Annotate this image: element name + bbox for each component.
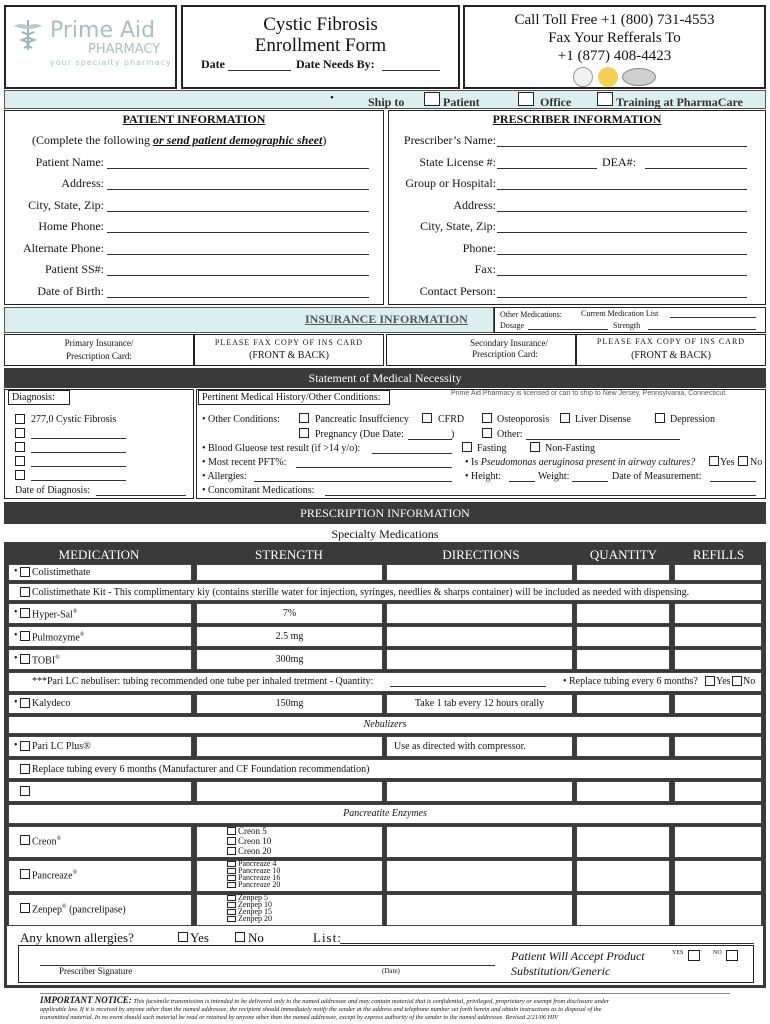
dx5-checkbox[interactable] [15,470,25,480]
creon-checkbox[interactable] [20,835,30,845]
date-needs-field[interactable] [382,70,440,71]
date-needs-label: Date Needs By: [296,57,375,71]
patient-ss-field[interactable] [107,275,369,276]
pari-refill-cell[interactable] [674,736,762,757]
pari-qty-cell[interactable] [576,736,670,757]
hypersal-checkbox[interactable] [20,608,30,618]
prescriber-fax-field[interactable] [497,275,747,276]
secondary-fax-note2: (FRONT & BACK) [631,350,711,361]
cf-checkbox[interactable] [15,414,25,424]
kalydeco-refill-cell[interactable] [674,694,762,714]
seal-icon [573,67,593,87]
pregnancy-field[interactable] [408,439,452,440]
allergies-yes-label: Yes [190,930,209,945]
zenpep-checkbox[interactable] [20,903,30,913]
depression-label: Depression [670,414,715,425]
pancreatic-checkbox[interactable] [299,413,309,423]
dx3-checkbox[interactable] [15,442,25,452]
strength-field[interactable] [648,329,756,330]
colisti-label: Colistimethate [32,567,91,578]
kalydeco-label: Kalydeco [32,698,71,709]
group-field[interactable] [497,189,747,190]
gold-seal-icon [598,67,618,87]
zenpep-dir-cell[interactable] [386,894,573,926]
other-meds-label: Other Medications: [500,310,562,319]
diagnosis-label: Diagnosis: [12,392,55,403]
concomitant-label: • Concomitant Medications: [202,485,315,496]
accept-yes-checkbox[interactable] [688,950,700,961]
patient-name-field[interactable] [107,168,369,169]
other-cond-label: • Other Conditions: [202,414,280,425]
pseudo-no-checkbox[interactable] [738,456,748,466]
other-field[interactable] [526,439,680,440]
allergies-field[interactable] [254,481,452,482]
pseudo-yes-checkbox[interactable] [709,456,719,466]
kalydeco-checkbox[interactable] [20,698,30,708]
pari-strength-cell[interactable] [196,736,383,757]
blank-dir-cell[interactable] [386,781,573,802]
pari-label: Pari LC Plus® [32,741,91,752]
patient-home-field[interactable] [107,232,369,233]
prescriber-city-field[interactable] [497,232,747,233]
license-label: State License #: [419,155,496,169]
licensed-note: Prime Aid Pharmacy is licensed or can to ship to New Jersey, Pennsylvania, Connecticut. [451,390,728,397]
pancreaze4-checkbox[interactable] [227,861,236,867]
prescriber-address-label: Address: [453,198,496,212]
ship-patient-label: Patient [443,95,480,109]
colisti-qty-cell[interactable] [576,564,670,581]
colisti-refill-cell[interactable] [674,564,762,581]
accept-yes-label: YES [672,950,684,956]
allergies-no-checkbox[interactable] [235,932,245,942]
prescriber-address-field[interactable] [497,211,747,212]
pancreaze10-checkbox[interactable] [227,868,236,874]
hypersal-label: Hyper-Sal® [32,609,78,621]
glucose-field[interactable] [372,453,452,454]
prescriber-fax-label: Fax: [474,262,496,276]
zenpep15-checkbox[interactable] [227,909,236,915]
logo-brand: Prime Aid [50,18,156,43]
form-title-line2: Enrollment Form [254,35,387,56]
tobi-refill-cell[interactable] [674,649,762,670]
blank-med-cell [8,781,192,802]
pancreaze-label: Pancreaze® [32,870,78,882]
zenpep10-checkbox[interactable] [227,902,236,908]
current-list-field[interactable] [670,317,756,318]
patient-address-field[interactable] [107,189,369,190]
creon20-checkbox[interactable] [227,847,236,855]
creon-dir-cell[interactable] [386,826,573,858]
pft-field[interactable] [296,467,452,468]
badge-icon [622,68,656,86]
pari-bullet: • [14,740,18,751]
date-label: Date [201,57,225,71]
accept-label2: Substitution/Generic [511,964,611,978]
accept-label1: Patient Will Accept Product [511,949,645,963]
zenpep5-label: Zenpep 5 [238,893,268,902]
patient-city-label: City, State, Zip: [28,198,104,212]
primary-fax-note2: (FRONT & BACK) [249,350,329,361]
pulmozyme-bullet: • [14,630,18,641]
ship-training-checkbox[interactable] [597,92,613,106]
measure-label: Date of Measurement: [612,471,702,482]
liver-label: Liver Disense [575,414,631,425]
allergies-no-label: No [248,930,264,945]
tobi-bullet: • [14,653,18,664]
col-quantity: QUANTITY [589,547,658,562]
dea-field[interactable] [645,168,747,169]
pulmozyme-dir-cell[interactable] [386,626,573,647]
dx5-field[interactable] [31,480,126,481]
primary-ins-label1: Primary Insurance/ [64,338,134,348]
replace-yes-checkbox[interactable] [705,676,715,686]
cf-label: 277,0 Cystic Fibrosis [31,414,117,425]
patient-dob-field[interactable] [107,297,369,298]
date-dx-field[interactable] [96,495,186,496]
osteo-checkbox[interactable] [482,413,492,423]
pari-directions: Use as directed with compressor. [394,741,526,752]
zenpep20-label: Zenpep 20 [238,914,272,923]
zenpep-strength-cell [196,894,383,926]
replace-no-label: No [743,676,756,687]
pulmozyme-strength: 2.5 mg [275,631,304,642]
pulmozyme-checkbox[interactable] [20,631,30,641]
ship-training-label: Training at PharmaCare [616,95,743,109]
prescriber-phone-field[interactable] [497,254,747,255]
blank-checkbox[interactable] [20,786,30,796]
zenpep10-label: Zenpep 10 [238,900,272,909]
hypersal-bullet: • [14,607,18,618]
zenpep-label: Zenpep® (pancrelipase) [32,904,126,916]
signature-label: Prescriber Signature [59,966,133,976]
date-dx-label: Date of Diagnosis: [15,485,90,496]
nonfasting-label: Non-Fasting [545,443,595,454]
tobi-qty-cell[interactable] [576,649,670,670]
patient-alt-label: Alternate Phone: [23,241,104,255]
group-label: Group or Hospital: [405,176,496,190]
pancreaze-qty-cell[interactable] [576,860,670,892]
zenpep-qty-cell[interactable] [576,894,670,926]
ship-office-checkbox[interactable] [518,92,534,106]
other-label: Other: [497,429,523,440]
primary-ins-label2: Prescription Card: [66,351,132,361]
creon20-label: Creon 20 [238,846,272,856]
pancreaze-checkbox[interactable] [20,869,30,879]
zenpep20-checkbox[interactable] [227,916,236,922]
secondary-fax-note1: PLEASE FAX COPY OF INS CARD [596,337,746,346]
fasting-label: Fasting [477,443,507,454]
kalydeco-bullet: • [14,697,18,708]
blank-qty-cell[interactable] [576,781,670,802]
patient-address-label: Address: [61,176,104,190]
dx3-field[interactable] [31,452,126,453]
colisti-checkbox[interactable] [20,567,30,577]
insurance-heading: INSURANCE INFORMATION [305,312,468,326]
ship-patient-checkbox[interactable] [424,92,440,106]
kit-label: Colistimethate Kit - This complimentary kiy (contains sterille water for injection, syringes, needlies & sharps container) will be included as needed with dispensing. [32,587,690,598]
bullet: • [330,92,334,104]
patient-alt-field[interactable] [107,254,369,255]
col-medication: MEDICATION [58,547,140,562]
pancreatic-label: Pancreatic Insuffciency [315,414,409,425]
form-title-line1: Cystic Fibrosis [263,14,378,35]
zenpep15-label: Zenpep 15 [238,907,272,916]
creon-refill-cell[interactable] [674,826,762,858]
dx2-checkbox[interactable] [15,428,25,438]
necessity-heading: Statement of Medical Necessity [308,371,462,385]
tobi-dir-cell[interactable] [386,649,573,670]
hypersal-strength: 7% [282,608,297,619]
patient-note: (Complete the following or send patient demographic sheet) [32,133,327,147]
dx2-field[interactable] [31,438,126,439]
prescriber-name-label: Prescriber’s Name: [403,133,496,147]
allergies-yes-checkbox[interactable] [178,932,188,942]
col-refills: REFILLS [692,547,745,562]
zenpep-refill-cell[interactable] [674,894,762,926]
kalydeco-qty-cell[interactable] [576,694,670,714]
prescription-heading: PRESCRIPTION INFORMATION [300,506,470,520]
osteo-label: Osteoporosis [497,414,550,425]
pseudo-label: • Is Pseudomonas aeruginosa present in airway cultures? [465,457,696,468]
dx4-field[interactable] [31,466,126,467]
replace-q-label: • Replace tubing every 6 months? [563,676,698,687]
pancreaze4-label: Pancreaze 4 [238,859,277,868]
fax-label: Fax Your Refferals To [548,30,681,46]
prescriber-phone-label: Phone: [462,241,496,255]
license-field[interactable] [497,168,597,169]
weight-label: Weight: [538,471,570,482]
creon-strength-cell [196,826,383,858]
pulmozyme-refill-cell[interactable] [674,626,762,647]
height-label: • Height: [465,471,502,482]
enzymes-heading: Pancreatite Enzymes [343,808,427,819]
phone-text: Call Toll Free +1 (800) 731-4553 [514,12,715,28]
col-strength: STRENGTH [255,547,323,562]
colisti-dir-cell[interactable] [386,564,573,581]
tobi-label: TOBI® [32,655,60,667]
pancreaze-refill-cell[interactable] [674,860,762,892]
kalydeco-directions: Take 1 tab every 12 hours orally [414,698,545,709]
hypersal-refill-cell[interactable] [674,603,762,624]
hypersal-qty-cell[interactable] [576,603,670,624]
creon10-label: Creon 10 [238,836,272,846]
pulmozyme-label: Pulmozyme® [32,632,85,644]
ship-to-label: Ship to [368,95,405,109]
replace-yes-label: Yes [716,676,731,687]
pseudo-yes-label: Yes [720,457,735,468]
prescriber-city-label: City, State, Zip: [420,219,496,233]
notice-line2: applicable law. If it is received by anyone other than the named addressee, the recipient should immediately notify the sender at the address and telephone number set forth herein and obtain instructions as to disposal of the [40,1006,602,1013]
contact-person-label: Contact Person: [419,284,496,298]
fax-number: +1 (877) 408-4423 [557,48,672,64]
ship-office-label: Office [540,95,572,109]
prescriber-heading: PRESCRIBER INFORMATION [492,112,662,126]
patient-city-field[interactable] [107,211,369,212]
prescriber-name-field[interactable] [497,146,747,147]
pancreaze-strength-cell [196,860,383,892]
creon10-checkbox[interactable] [227,837,236,845]
date-field[interactable] [228,70,291,71]
pari-checkbox[interactable] [20,741,30,751]
accept-no-checkbox[interactable] [726,950,738,961]
caduceus-icon [10,18,46,52]
depression-checkbox[interactable] [655,413,665,423]
pft-label: • Most recent PFT%: [202,457,287,468]
contact-person-field[interactable] [497,297,747,298]
creon5-checkbox[interactable] [227,827,236,835]
pregnancy-close: ) [451,429,455,440]
dosage-label: Dosage [500,321,524,330]
primary-fax-note1: PLEASE FAX COPY OF INS CARD [214,338,364,347]
colisti-strength-cell[interactable] [196,564,383,581]
pancreaze20-checkbox[interactable] [227,882,236,888]
kalydeco-strength: 150mg [275,698,304,709]
replace-no-checkbox[interactable] [732,676,742,686]
creon-label: Creon® [32,836,62,848]
notice-line3: transmitted material. In no event should such material be read or retained by anyone other than the named addressee, except by express authority of the sender to the named addressee. Revised 2/21/06 HIV [40,1014,559,1021]
allergies-label: • Allergies: [202,471,247,482]
strength-label: Strength [613,321,641,330]
pancreaze16-label: Pancreaze 16 [238,873,281,882]
current-list-label: Current Medication List [581,309,659,318]
pancreaze-dir-cell[interactable] [386,860,573,892]
colisti-bullet: • [14,566,18,577]
glucose-label: • Blood Glueose test result (if >14 y/o): [202,443,361,454]
replace-row-label: Replace tubing every 6 months (Manufacturer and CF Foundation recommendation) [32,764,370,775]
patient-home-label: Home Phone: [38,219,104,233]
pancreaze16-checkbox[interactable] [227,875,236,881]
pari-quantity-field[interactable] [390,686,546,687]
blank-refill-cell[interactable] [674,781,762,802]
pancreaze10-label: Pancreaze 10 [238,866,281,875]
dosage-field[interactable] [528,329,608,330]
pulmozyme-qty-cell[interactable] [576,626,670,647]
pregnancy-label: Pregnancy (Due Date: [315,429,404,440]
dea-label: DEA#: [602,155,636,169]
patient-name-label: Patient Name: [35,155,104,169]
pseudo-no-label: No [750,457,763,468]
accept-no-label: NO [713,950,722,956]
col-directions: DIRECTIONS [442,547,520,562]
measure-field[interactable] [710,481,756,482]
pancreaze20-label: Pancreaze 20 [238,880,281,889]
logo-sub: PHARMACY [88,42,161,57]
patient-dob-label: Date of Birth: [37,284,104,298]
pertinent-label: Pertinent Medical History/Other Conditions: [202,392,381,403]
allergies-list-field[interactable] [340,943,754,944]
dx4-checkbox[interactable] [15,456,25,466]
patient-ss-label: Patient SS#: [44,262,104,276]
kit-checkbox[interactable] [20,587,30,597]
concomitant-field[interactable] [325,495,756,496]
allergies-list-label: List: [313,930,342,945]
zenpep5-checkbox[interactable] [227,895,236,901]
other-checkbox[interactable] [482,428,492,438]
diagnosis-box [4,389,194,499]
secondary-ins-label1: Secondary Insurance/ [470,338,548,348]
patient-heading: PATIENT INFORMATION [122,112,266,126]
secondary-ins-label2: Prescription Card: [472,349,538,359]
pari-note: ***Pari LC nebuliser: tubing recommended one tube per inhaled tretment - Quantity: [32,676,374,687]
hypersal-dir-cell[interactable] [386,603,573,624]
fasting-checkbox[interactable] [462,442,472,452]
creon5-label: Creon 5 [238,826,267,836]
signature-date-label: (Date) [382,967,400,975]
cfrd-checkbox[interactable] [422,413,432,423]
cfrd-label: CFRD [438,414,465,425]
replace-row-checkbox[interactable] [20,764,30,774]
logo-tagline: your specialty pharmacy [50,58,172,67]
pregnancy-checkbox[interactable] [299,428,309,438]
allergies-q-label: Any known allergies? [20,930,134,945]
specialty-heading: Specialty Medications [331,527,439,541]
tobi-strength: 300mg [275,654,304,665]
notice-rule [40,993,730,994]
notice-line1: IMPORTANT NOTICE: This facsimile transmission is intended to be delivered only to the named addressee and may contain material that is confidential, privileged, proprietary or exempt from disclosure under [40,995,610,1005]
nonfasting-checkbox[interactable] [530,442,540,452]
height-field[interactable] [509,481,535,482]
creon-qty-cell[interactable] [576,826,670,858]
blank-strength-cell[interactable] [196,781,383,802]
liver-checkbox[interactable] [560,413,570,423]
weight-field[interactable] [572,481,608,482]
nebulizers-heading: Nebulizers [363,719,407,730]
tobi-checkbox[interactable] [20,654,30,664]
